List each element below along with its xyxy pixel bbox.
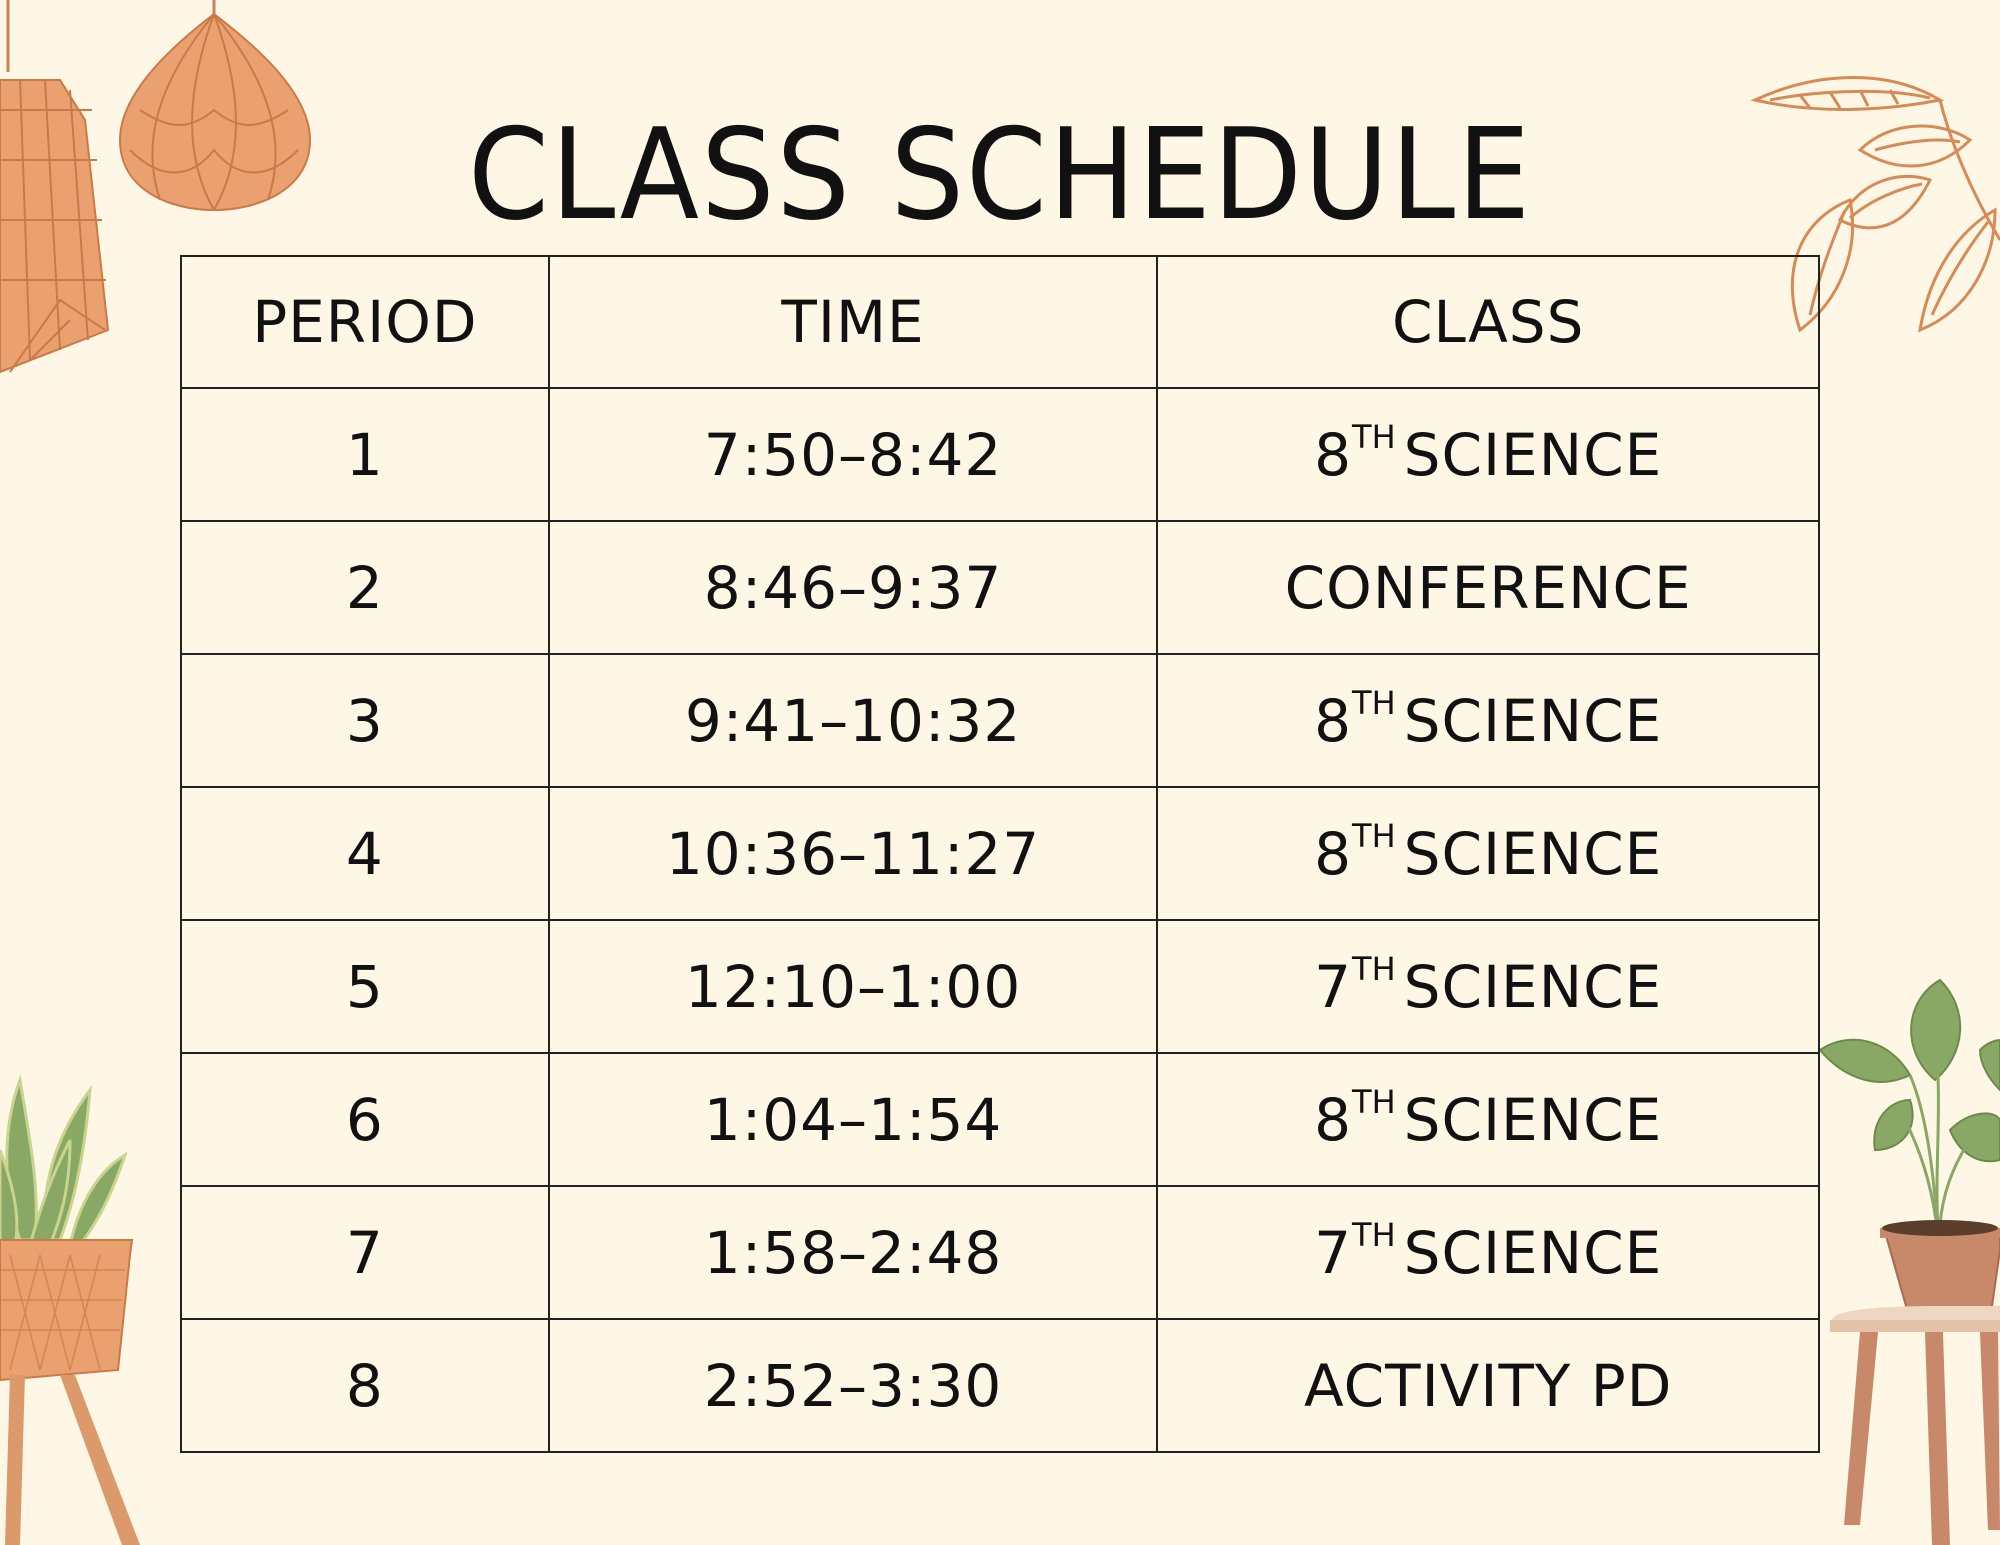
time-cell: 1:04–1:54 [549, 1053, 1158, 1186]
table-row [181, 654, 1819, 787]
time-cell: 10:36–11:27 [549, 787, 1158, 920]
table-row [181, 787, 1819, 920]
period-cell: 5 [181, 920, 549, 1053]
class-name: SCIENCE [1403, 952, 1663, 1021]
grade-ordinal: TH [1352, 1083, 1396, 1122]
column-header-time: TIME [549, 256, 1158, 388]
grade-number: 8 [1314, 1085, 1353, 1154]
time-cell: 9:41–10:32 [549, 654, 1158, 787]
potted-snake-plant-icon [0, 1040, 150, 1545]
column-header-period: PERIOD [181, 256, 549, 388]
column-header-class: CLASS [1157, 256, 1819, 388]
table-row [181, 521, 1819, 654]
period-cell: 8 [181, 1319, 549, 1452]
class-cell [1157, 1053, 1819, 1186]
class-name: SCIENCE [1403, 420, 1663, 489]
time-cell: 2:52–3:30 [549, 1319, 1158, 1452]
grade-ordinal: TH [1352, 418, 1396, 457]
period-cell: 4 [181, 787, 549, 920]
period-cell: 7 [181, 1186, 549, 1319]
period-cell: 1 [181, 388, 549, 521]
class-name: SCIENCE [1403, 1085, 1663, 1154]
grade-ordinal: TH [1352, 684, 1396, 723]
class-name: CONFERENCE [1284, 553, 1692, 622]
grade-ordinal: TH [1352, 950, 1396, 989]
table-row [181, 1053, 1819, 1186]
time-cell: 1:58–2:48 [549, 1186, 1158, 1319]
class-cell [1157, 787, 1819, 920]
period-cell: 6 [181, 1053, 549, 1186]
grade-number: 7 [1314, 952, 1353, 1021]
class-cell [1157, 521, 1819, 654]
grade-number: 7 [1314, 1218, 1353, 1287]
class-name: ACTIVITY PD [1303, 1351, 1673, 1420]
period-cell: 2 [181, 521, 549, 654]
schedule-table [180, 255, 1820, 1453]
grade-ordinal: TH [1352, 817, 1396, 856]
class-cell [1157, 1319, 1819, 1452]
class-name: SCIENCE [1403, 1218, 1663, 1287]
time-cell: 8:46–9:37 [549, 521, 1158, 654]
table-row [181, 920, 1819, 1053]
grade-number: 8 [1314, 686, 1353, 755]
potted-plant-on-stool-icon [1820, 970, 2000, 1545]
class-cell [1157, 388, 1819, 521]
table-row [181, 1186, 1819, 1319]
grade-number: 8 [1314, 819, 1353, 888]
time-cell: 12:10–1:00 [549, 920, 1158, 1053]
page-title: CLASS SCHEDULE [467, 101, 1533, 248]
period-cell: 3 [181, 654, 549, 787]
grade-number: 8 [1314, 420, 1353, 489]
grade-ordinal: TH [1352, 1216, 1396, 1255]
table-header-row [181, 256, 1819, 388]
class-name: SCIENCE [1403, 686, 1663, 755]
class-name: SCIENCE [1403, 819, 1663, 888]
table-row [181, 388, 1819, 521]
time-cell: 7:50–8:42 [549, 388, 1158, 521]
class-cell [1157, 920, 1819, 1053]
class-cell [1157, 1186, 1819, 1319]
table-row [181, 1319, 1819, 1452]
class-cell [1157, 654, 1819, 787]
